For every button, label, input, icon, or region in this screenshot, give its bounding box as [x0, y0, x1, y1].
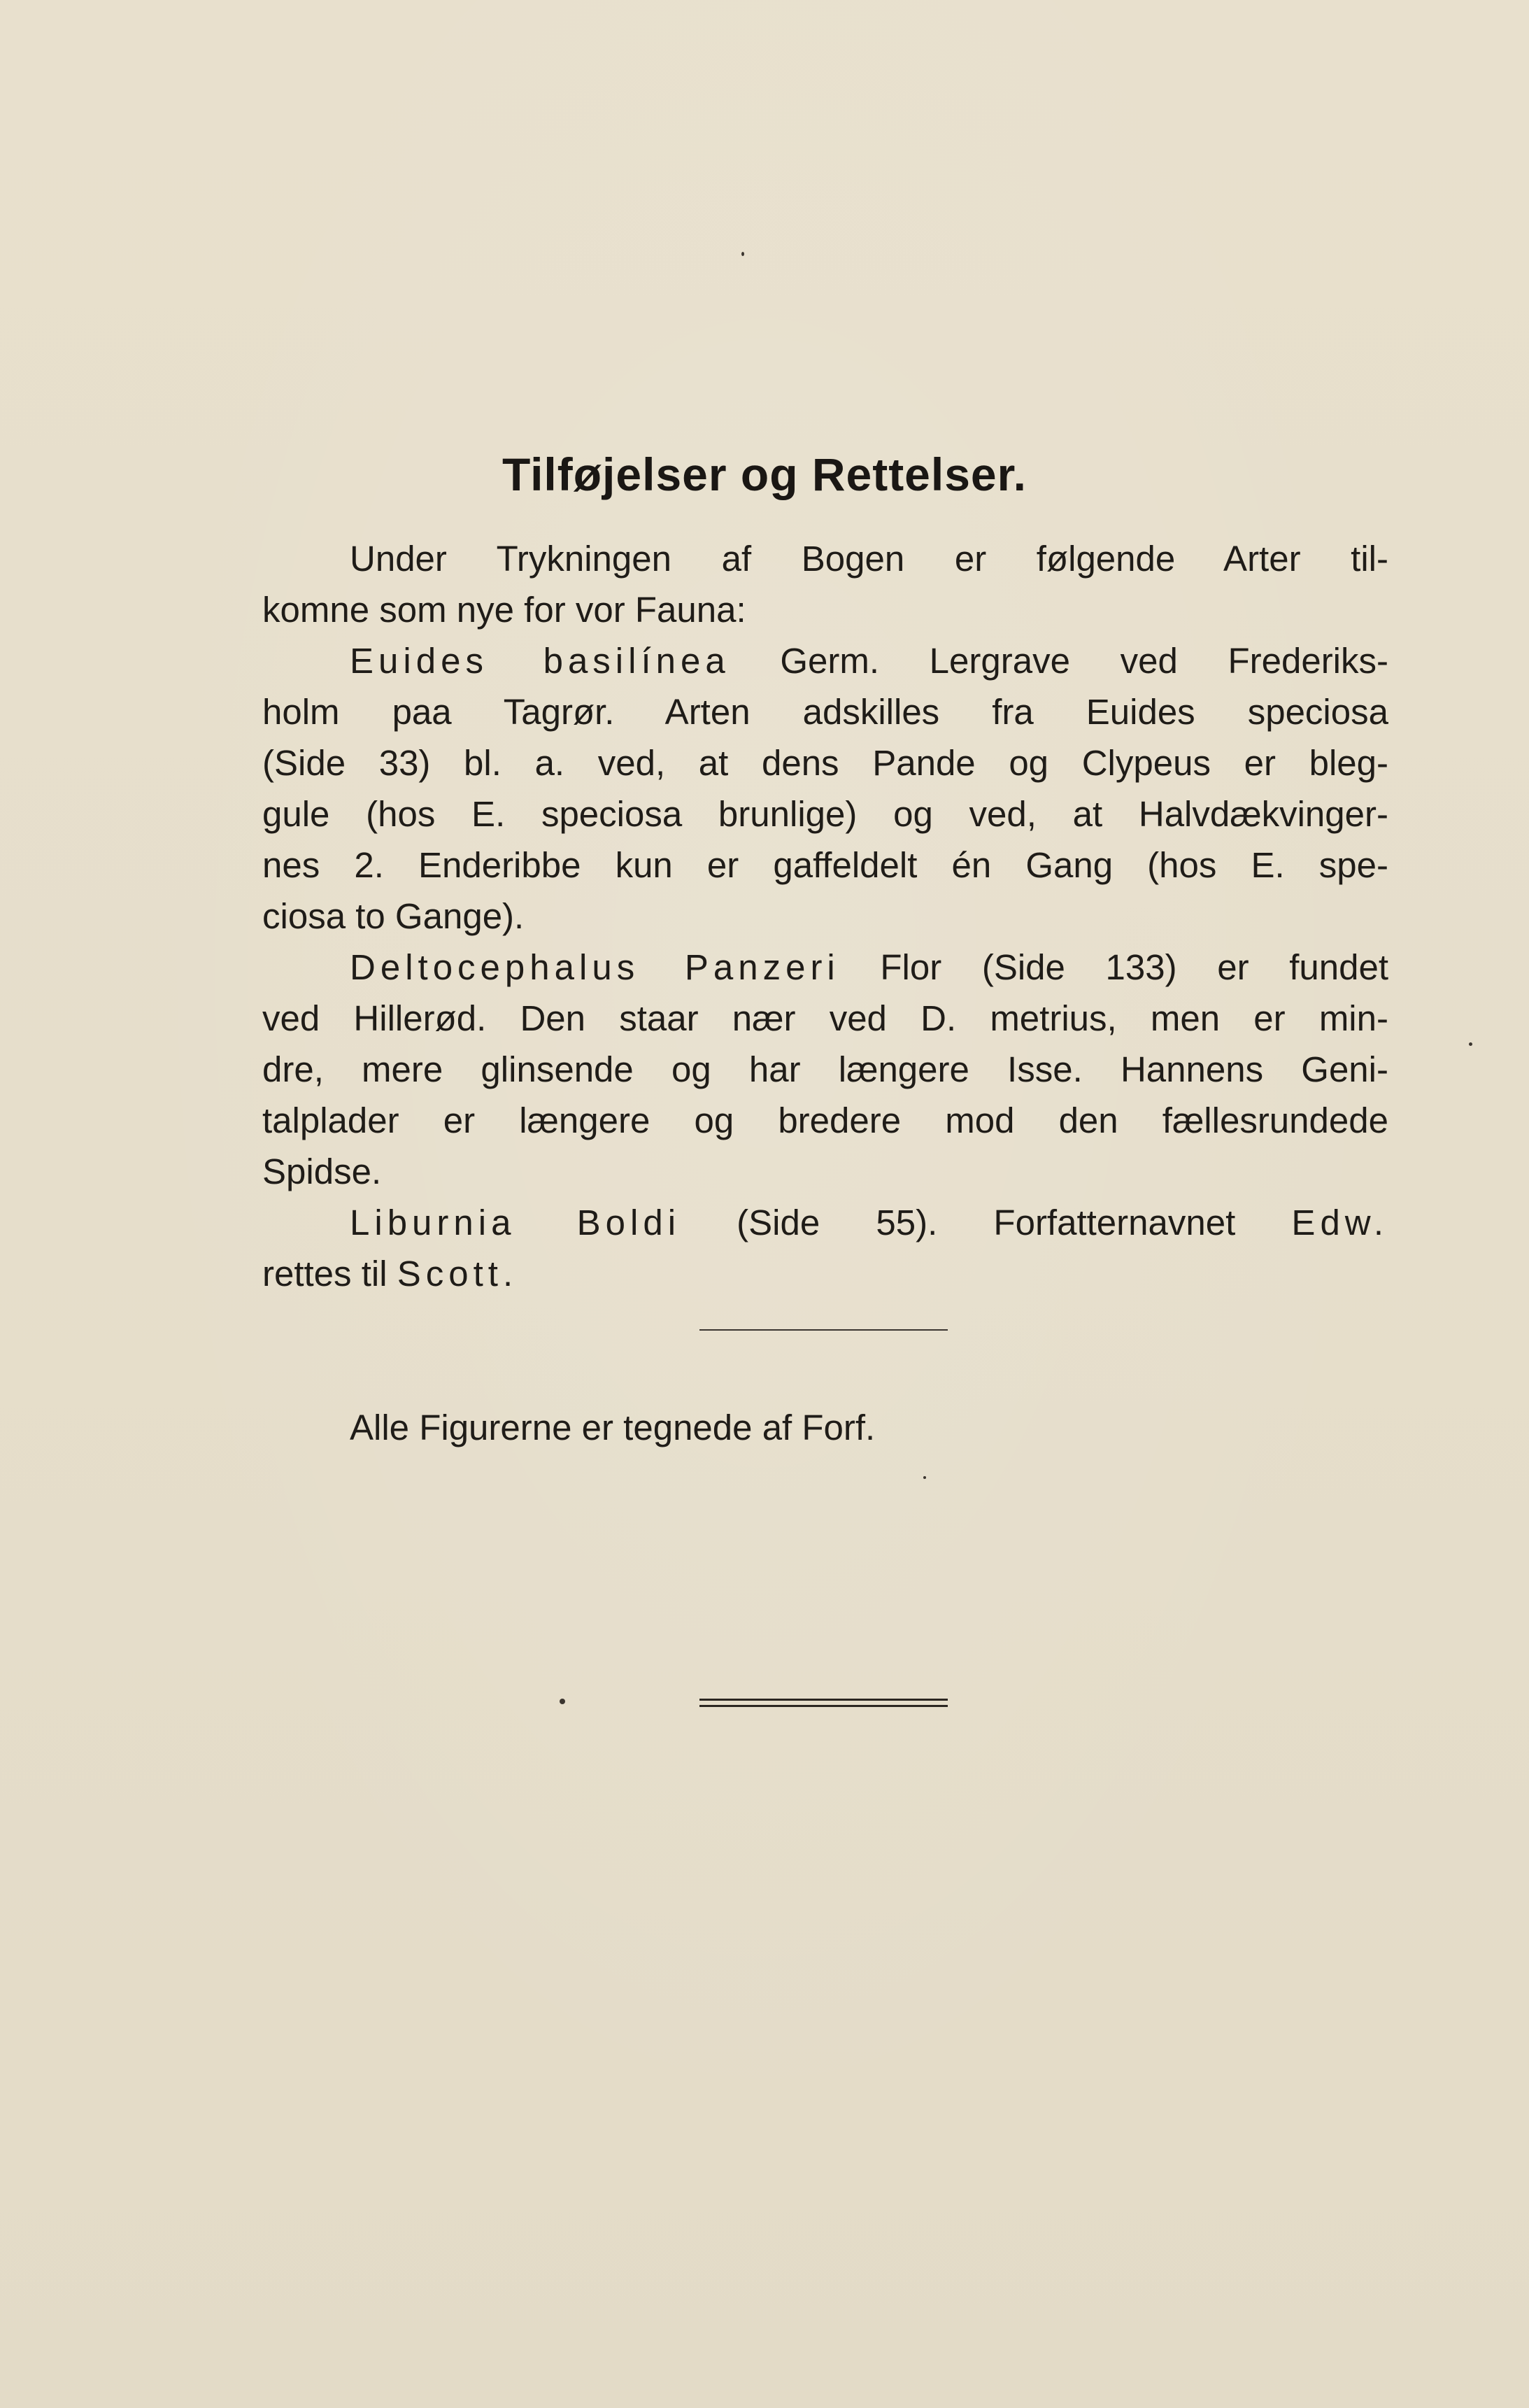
section-divider	[699, 1329, 948, 1331]
paragraph-euides	[262, 635, 1388, 942]
text-line	[262, 1197, 1388, 1248]
ink-speck	[741, 252, 744, 256]
page-title: Tilføjelser og Rettelser.	[502, 448, 1027, 500]
text-fragment: rettes til	[262, 1254, 397, 1294]
paragraph-intro	[262, 533, 1388, 635]
text-fragment: (Side 55). Forfatternavnet	[681, 1203, 1292, 1242]
text-line: ved Hillerød. Den staar nær ved D. metrius, men er min-	[262, 998, 1388, 1038]
text-line: Spidse.	[262, 1152, 382, 1191]
species-name: Euides basilínea	[350, 641, 730, 681]
text-line: nes 2. Enderibbe kun er gaffeldelt én Gang (hos E. spe-	[262, 845, 1388, 885]
text-line	[262, 635, 1388, 686]
ink-speck	[560, 1699, 565, 1704]
paragraph-deltocephalus	[262, 942, 1388, 1197]
text-line: Under Trykningen af Bogen er følgende Arter til-	[350, 539, 1388, 579]
text-line	[262, 1248, 1388, 1299]
text-fragment: Flor (Side 133) er fundet	[839, 947, 1388, 987]
figure-credit: Alle Figurerne er tegnede af Forf.	[350, 1408, 876, 1447]
paragraph-liburnia	[262, 1197, 1388, 1299]
ink-speck	[1469, 1042, 1472, 1046]
text-line: (Side 33) bl. a. ved, at dens Pande og Clypeus er bleg-	[262, 743, 1388, 783]
end-double-rule	[699, 1699, 948, 1707]
text-line	[262, 942, 1388, 993]
text-line: holm paa Tagrør. Arten adskilles fra Euides speciosa	[262, 692, 1388, 732]
body-text	[262, 533, 1388, 1299]
text-line: gule (hos E. speciosa brunlige) og ved, at Halvdækvinger-	[262, 794, 1388, 834]
author-name: Edw.	[1291, 1203, 1388, 1242]
ink-speck	[923, 1476, 926, 1479]
author-name: Scott.	[397, 1254, 518, 1294]
text-line: ciosa to Gange).	[262, 896, 525, 936]
species-name: Deltocephalus Panzeri	[350, 947, 840, 987]
text-fragment: Germ. Lergrave ved Frederiks-	[730, 641, 1388, 681]
text-line: talplader er længere og bredere mod den fællesrundede	[262, 1100, 1388, 1140]
text-line: komne som nye for vor Fauna:	[262, 590, 746, 630]
text-line: dre, mere glinsende og har længere Isse. Hannens Geni-	[262, 1049, 1388, 1089]
species-name: Liburnia Boldi	[350, 1203, 681, 1242]
